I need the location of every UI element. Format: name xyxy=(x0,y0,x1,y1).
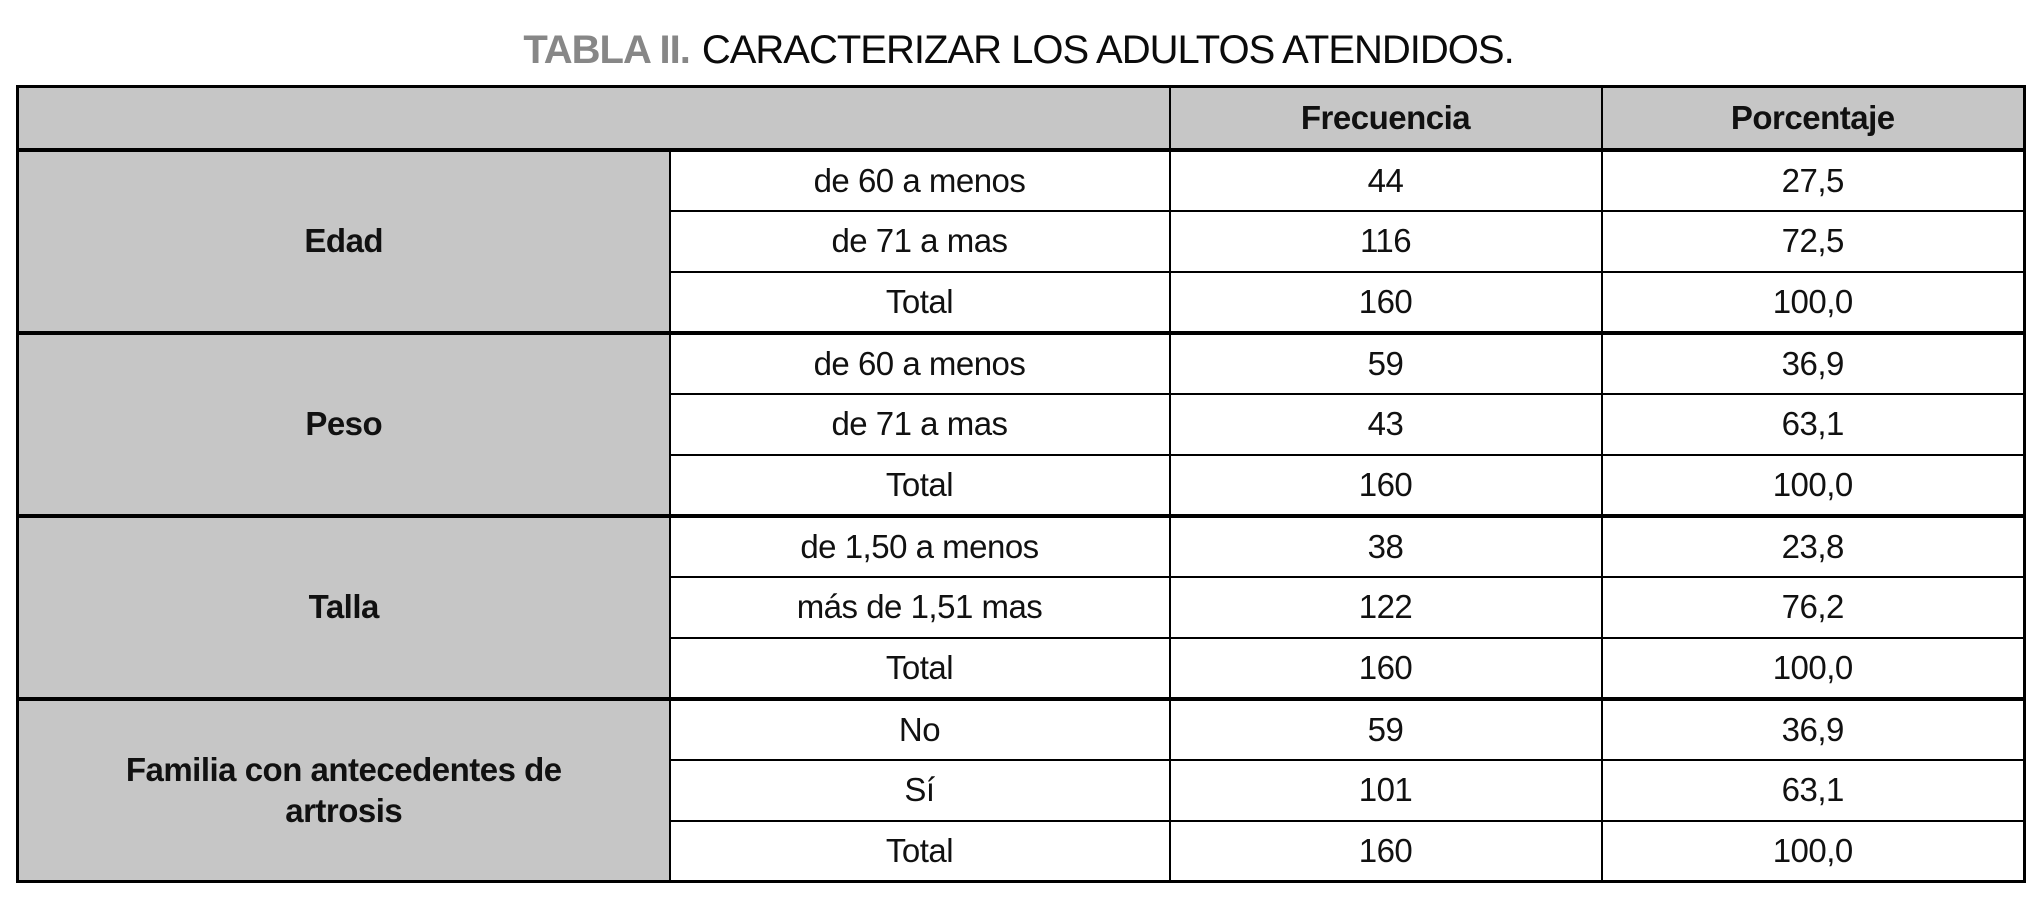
category-cell: de 60 a menos xyxy=(670,333,1170,394)
category-cell: de 1,50 a menos xyxy=(670,516,1170,577)
table-caption-text: CARACTERIZAR LOS ADULTOS ATENDIDOS. xyxy=(701,28,1514,72)
category-cell: Total xyxy=(670,638,1170,699)
table-row xyxy=(18,333,2025,394)
frecuencia-cell: 43 xyxy=(1170,394,1602,455)
porcentaje-cell: 100,0 xyxy=(1602,272,2025,333)
group-label-talla xyxy=(18,516,670,699)
frecuencia-cell: 160 xyxy=(1170,821,1602,882)
category-cell: de 60 a menos xyxy=(670,150,1170,211)
frecuencia-cell: 160 xyxy=(1170,638,1602,699)
porcentaje-cell: 36,9 xyxy=(1602,699,2025,760)
table-caption-number: TABLA II. xyxy=(523,28,690,72)
table-row xyxy=(18,150,2025,211)
table-caption xyxy=(0,28,2037,73)
group-label-text: Edad xyxy=(304,222,384,260)
frecuencia-cell: 122 xyxy=(1170,577,1602,638)
frecuencia-cell: 101 xyxy=(1170,760,1602,821)
category-cell: de 71 a mas xyxy=(670,394,1170,455)
porcentaje-cell: 27,5 xyxy=(1602,150,2025,211)
category-cell: No xyxy=(670,699,1170,760)
group-label-familia-antecedentes xyxy=(18,699,670,882)
group-label-text: Familia con antecedentes de artrosis xyxy=(125,751,562,830)
group-label-text: Peso xyxy=(305,405,383,443)
corner-cell xyxy=(18,87,1170,150)
porcentaje-cell: 63,1 xyxy=(1602,760,2025,821)
porcentaje-cell: 100,0 xyxy=(1602,455,2025,516)
porcentaje-cell: 63,1 xyxy=(1602,394,2025,455)
frecuencia-cell: 59 xyxy=(1170,333,1602,394)
category-cell: Total xyxy=(670,272,1170,333)
porcentaje-cell: 36,9 xyxy=(1602,333,2025,394)
category-cell: Total xyxy=(670,455,1170,516)
frecuencia-cell: 160 xyxy=(1170,455,1602,516)
porcentaje-cell: 100,0 xyxy=(1602,638,2025,699)
porcentaje-cell: 76,2 xyxy=(1602,577,2025,638)
frecuencia-cell: 116 xyxy=(1170,211,1602,272)
data-table xyxy=(16,85,2026,883)
category-cell: más de 1,51 mas xyxy=(670,577,1170,638)
category-cell: Total xyxy=(670,821,1170,882)
frecuencia-cell: 38 xyxy=(1170,516,1602,577)
group-label-text: Talla xyxy=(308,588,379,626)
porcentaje-cell: 72,5 xyxy=(1602,211,2025,272)
group-label-edad xyxy=(18,150,670,333)
col-header-frecuencia: Frecuencia xyxy=(1170,87,1602,150)
frecuencia-cell: 160 xyxy=(1170,272,1602,333)
category-cell: de 71 a mas xyxy=(670,211,1170,272)
col-header-porcentaje: Porcentaje xyxy=(1602,87,2025,150)
frecuencia-cell: 59 xyxy=(1170,699,1602,760)
porcentaje-cell: 23,8 xyxy=(1602,516,2025,577)
group-label-peso xyxy=(18,333,670,516)
header-row xyxy=(18,87,2025,150)
porcentaje-cell: 100,0 xyxy=(1602,821,2025,882)
category-cell: Sí xyxy=(670,760,1170,821)
frecuencia-cell: 44 xyxy=(1170,150,1602,211)
table-row xyxy=(18,516,2025,577)
table-row xyxy=(18,699,2025,760)
